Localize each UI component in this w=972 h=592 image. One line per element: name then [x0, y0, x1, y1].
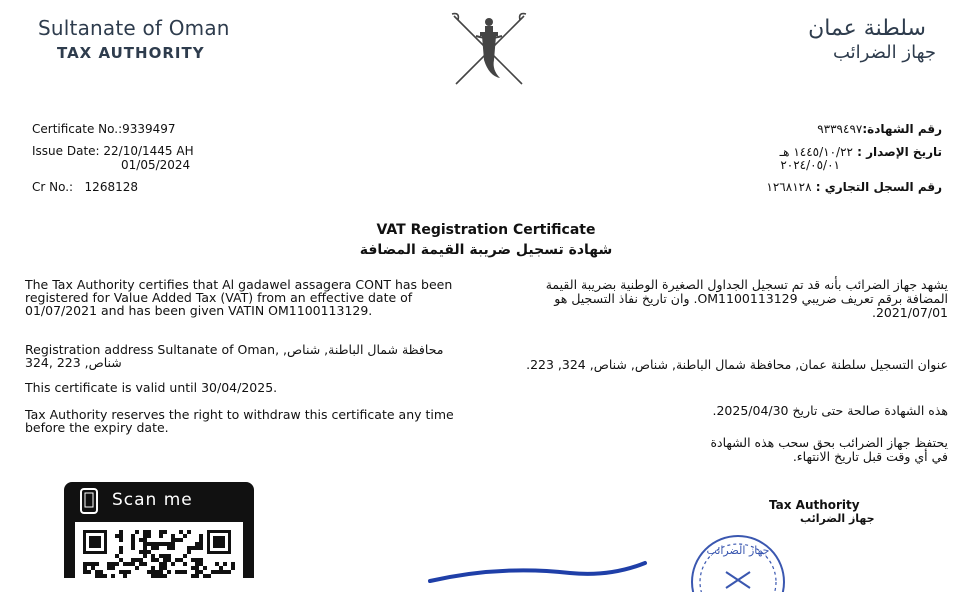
body-ar-reserve: يحتفظ جهاز الضرائب بحق سحب هذه الشهادة في أي وقت قبل تاريخ الانتهاء.: [710, 435, 948, 464]
cert-no-en: [32, 122, 176, 136]
cr-no-ar: [766, 180, 942, 194]
qr-code-icon: [75, 522, 243, 578]
issue-date-ar: [780, 145, 942, 159]
issue-date-ar-label: تاريخ الإصدار :: [857, 145, 942, 159]
qr-code-area[interactable]: [75, 522, 243, 578]
authority-sign-en: Tax Authority: [769, 498, 860, 512]
cert-no-ar: [817, 122, 942, 136]
certificate-title-ar: شهادة تسجيل ضريبة القيمة المضافة: [359, 242, 613, 258]
cert-no-value: 9339497: [122, 122, 176, 136]
header-en-subtitle: TAX AUTHORITY: [57, 44, 205, 62]
header-ar-title: سلطنة عمان: [808, 16, 926, 41]
header-ar-subtitle: جهاز الضرائب: [832, 42, 936, 63]
header-en-title: Sultanate of Oman: [38, 16, 230, 40]
cr-no-value: 1268128: [84, 180, 138, 194]
authority-sign-ar: جهاز الضرائب: [800, 512, 875, 525]
stamp-text: جهاز الضرائب: [706, 544, 770, 557]
issue-date-gregorian: 01/05/2024: [121, 158, 191, 172]
cert-no-ar-label: رقم الشهادة:: [862, 122, 942, 136]
certificate-title-en: VAT Registration Certificate: [376, 222, 596, 238]
body-ar-validity: هذه الشهادة صالحة حتى تاريخ 2025/04/30.: [712, 403, 948, 418]
body-en-reserve: Tax Authority reserves the right to withdraw this certificate any time before the expiry date.: [25, 407, 454, 435]
phone-icon: [80, 488, 98, 514]
issue-date-label: Issue Date:: [32, 144, 100, 158]
issue-date-en: [32, 144, 194, 158]
signature-stroke-icon: [420, 555, 650, 585]
body-en-validity: This certificate is valid until 30/04/2025.: [25, 380, 278, 395]
cr-no-ar-label: رقم السجل التجاري :: [815, 180, 942, 194]
body-ar-address: عنوان التسجيل سلطنة عمان, محافظة شمال الباطنة, شناص, شناص, 324, 223.: [526, 357, 948, 372]
cr-no-ar-value: ١٢٦٨١٢٨: [766, 180, 812, 194]
scan-me-label: Scan me: [112, 490, 193, 510]
cert-no-ar-value: ٩٣٣٩٤٩٧: [817, 122, 863, 136]
body-en-address: Registration address Sultanate of Oman, محافظة شمال الباطنة, شناص, شناص, 223 ,324: [25, 342, 444, 370]
official-stamp-icon: [660, 532, 810, 592]
issue-date-ar-hijri: ١٤٤٥/١٠/٢٢ هـ: [779, 145, 853, 159]
oman-khanjar-emblem-icon: [446, 10, 532, 90]
body-en-certifies: The Tax Authority certifies that Al gadawel assagera CONT has been registered for Value Added Tax (VAT) from an effective date of 01/07/2021 and has been given VATIN OM1100113129.: [25, 277, 453, 318]
cr-no-en: [32, 180, 138, 194]
issue-date-hijri: 22/10/1445 AH: [103, 144, 194, 158]
cr-no-label: Cr No.:: [32, 180, 74, 194]
issue-date-ar-gregorian: ٢٠٢٤/٠٥/٠١: [780, 158, 840, 172]
body-ar-certifies: يشهد جهاز الضرائب بأنه قد تم تسجيل الجداول الصغيرة الوطنية بضريبة القيمة المضافة برقم تعريف ضريبي OM1100113129. وان تاريخ نفاذ التسجيل هو 2021/07/01.: [545, 277, 948, 320]
cert-no-label: Certificate No.:: [32, 122, 123, 136]
